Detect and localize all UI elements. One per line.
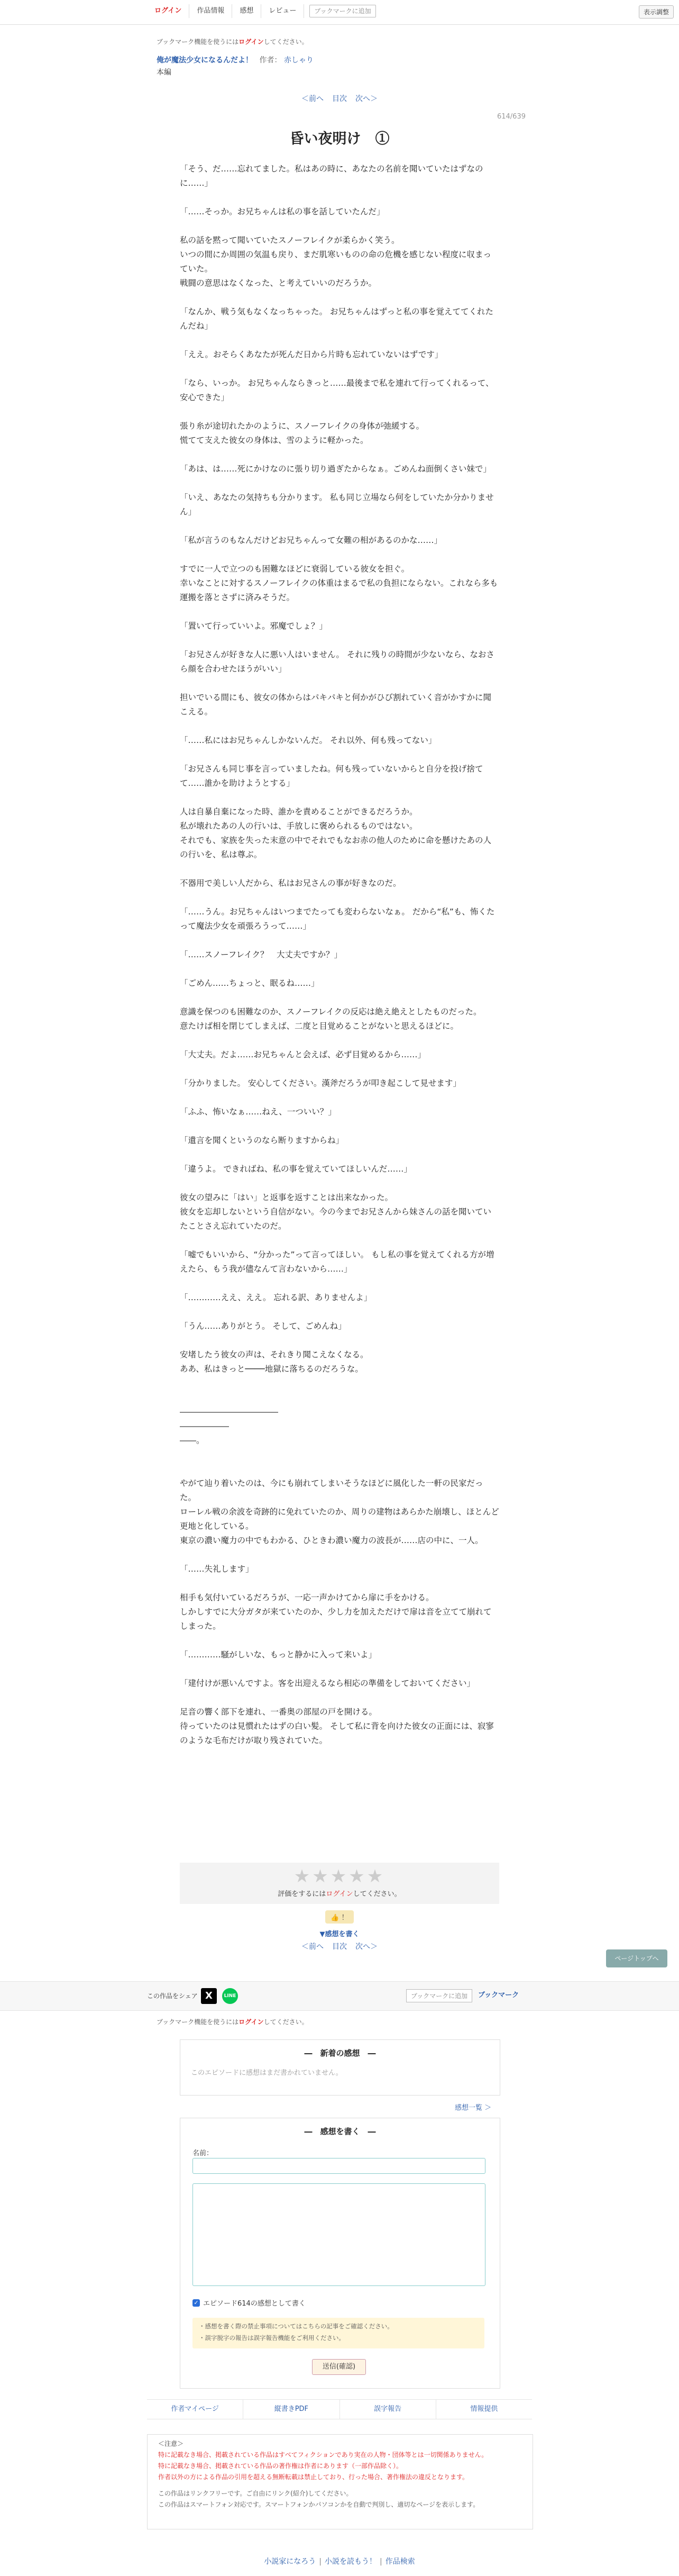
novel-line: 「……そっか。お兄ちゃんは私の事を話していたんだ」 [180, 207, 385, 216]
novel-line [180, 991, 499, 1005]
novel-line [180, 791, 499, 805]
novel-line: 「ごめん……ちょっと、眠るね……」 [180, 978, 319, 988]
novel-line: 不器用で美しい人だから、私はお兄さんの事が好きなのだ。 [180, 878, 401, 888]
guideline-notice [192, 2318, 484, 2348]
novel-line [180, 1033, 499, 1048]
yomou-link[interactable]: 小説を読もう！ [325, 2557, 377, 2566]
novel-line: 戦闘の意思はなくなった、と考えていいのだろうか。 [180, 278, 377, 288]
novel-line [180, 1576, 499, 1591]
novel-line [180, 1448, 499, 1462]
novel-line: 私が壊れたあの人の行いは、手放しに褒められるものではない。 [180, 821, 418, 831]
novel-line [180, 548, 499, 562]
like-area [0, 1910, 679, 1924]
bookmark-login-notice-2 [157, 2017, 308, 2026]
page-top-button[interactable]: ページトップへ [606, 1949, 667, 1967]
rating-login-link[interactable]: ログイン [326, 1890, 353, 1898]
novel-line: 足音の響く部下を連れ、一番奥の部屋の戸を開ける。 [180, 1707, 377, 1717]
typo-report-link[interactable]: 誤字報告 [340, 2400, 436, 2419]
novel-line [180, 333, 499, 348]
novel-line: 安堵したう彼女の声は、それきり聞こえなくなる。 [180, 1350, 369, 1359]
novel-line: いつの間にか周囲の気温も戻り、まだ肌寒いものの命の危機を感じない程度に収まっていた。 [180, 250, 492, 274]
impression-list-link[interactable]: 感想一覧 ＞ [455, 2104, 492, 2112]
novel-line: ローレル戦の余波を奇跡的に免れていたのか、周りの建物はあらかた崩壊し、ほとんど更地と化している。 [180, 1507, 499, 1531]
novel-line: すでに一人で立つのも困難なほどに衰弱している彼女を担ぐ。 [180, 564, 410, 574]
novel-line: 人は自暴自棄になった時、誰かを責めることができるだろうか。 [180, 807, 418, 817]
novel-line [180, 405, 499, 419]
novel-line [180, 519, 499, 533]
rating-note [180, 1888, 499, 1898]
pager-bottom [0, 1941, 679, 1952]
novel-line: 「ええ。おそらくあなたが死んだ日から片時も忘れていないはずです」 [180, 350, 443, 359]
name-label: 名前： [192, 2149, 214, 2157]
info-provide-link[interactable]: 情報提供 [470, 2405, 498, 2413]
bottom-links: 小説家になろう | 小説を読もう！ | 作品検索 [264, 2557, 415, 2566]
novel-line [180, 448, 499, 462]
novel-line: 「なら、いっか。 お兄ちゃんならきっと……最後まで私を連れて行ってくれるって、安心できた」 [180, 378, 494, 402]
episode-title: 昏い夜明け ① [289, 131, 390, 147]
caution-heading: ＜注意＞ [158, 2440, 184, 2447]
novel-line: 「大丈夫。だよ……お兄ちゃんと会えば、必ず目覚めるから……」 [180, 1050, 426, 1059]
novel-line: 担いでいる間にも、彼女の体からはパキパキと何かがひび割れていく音がかすかに聞こえる。 [180, 693, 492, 716]
novel-line [180, 962, 499, 976]
novel-line [180, 362, 499, 376]
notice2-login-link[interactable]: ログイン [238, 2018, 264, 2026]
novel-line [180, 291, 499, 305]
novel-line: 「ふふ、怖いなぁ……ねえ、一ついい？」 [180, 1107, 336, 1117]
novel-line [180, 676, 499, 691]
novel-line: 意識を保つのも困難なのか、スノーフレイクの反応は絶え絶えとしたものだった。 [180, 1007, 482, 1017]
novel-line [180, 219, 499, 233]
novel-line: 待っていたのは見慣れたはずの白い髪。 そして私に背を向けた彼女の正面には、寂寥のような毛布だけが取り残されていた。 [180, 1721, 494, 1745]
novel-line: ああ、私はきっと────地獄に落ちるのだろうな。 [180, 1364, 363, 1374]
novel-line: 意たけば相を閉じてしまえば、二度と目覚めることがないと思えるほどに。 [180, 1021, 459, 1031]
novel-line: 「置いて行っていいよ。邪魔でしょ？」 [180, 621, 328, 631]
novel-line [180, 1334, 499, 1348]
caution-box [147, 2434, 533, 2529]
guideline-line-1: ・感想を書く際の禁止事項についてはこちらの記事をご確認ください。 [199, 2323, 393, 2330]
write-impression-link[interactable]: ▼感想を書く [319, 1930, 360, 1938]
novel-line: 幸いなことに対するスノーフレイクの体重はまるで私の負担にならない。これなら多も運搬を落とさずに済みそうだ。 [180, 578, 498, 602]
novel-line [180, 862, 499, 876]
novel-line: 張り糸が途切れたかのように、スノーフレイクの身体が弛緩する。 [180, 421, 425, 431]
notice2-prefix: ブックマーク機能を使うには [157, 2018, 239, 2026]
caution-red-1: 特に記載なき場合、掲載されている作品はすべてフィクションであり実在の人物・団体等とは一切関係ありません。 [158, 2451, 488, 2459]
prev-link[interactable]: ＜前へ [301, 95, 324, 103]
latest-empty-note: このエピソードに感想はまだ書かれていません。 [191, 2069, 343, 2077]
notice-login-link[interactable]: ログイン [238, 38, 264, 46]
novel-line [180, 1376, 499, 1391]
share-label: この作品をシェア [147, 1992, 198, 2000]
notice-prefix: ブックマーク機能を使うには [157, 38, 239, 46]
novel-line: 彼女の望みに「はい」と返事を返すことは出来なかった。 [180, 1193, 393, 1202]
novel-line [180, 1091, 499, 1105]
pager-top [0, 93, 679, 104]
author-link[interactable]: 赤しゃり [283, 56, 314, 65]
novel-line: 「お兄さんも同じ事を言っていましたね。何も残っていないからと自分を投げ捨てて……誰かを助けようとする」 [180, 764, 483, 788]
prev-link-bottom[interactable]: ＜前へ [301, 1943, 324, 1951]
novel-line [180, 191, 499, 205]
nav-work-info[interactable]: 作品情報 [189, 4, 232, 18]
login-link[interactable]: ログイン [147, 4, 189, 18]
novel-line: 彼女を忘却しないという自信がない。今の今までお兄さんから妹さんの話を聞いていたことさえ忘れていたのだ。 [180, 1207, 492, 1231]
novel-line: 「あは、は……死にかけなのに張り切り過ぎたからなぁ。ごめんね面倒くさい妹で」 [180, 464, 492, 474]
novel-line [180, 1176, 499, 1191]
novel-line: 東京の濃い魔力の中でもわかる、ひときわ濃い魔力の波長が……店の中に、一人。 [180, 1536, 483, 1545]
submit-button[interactable]: 送信(確認) [312, 2359, 366, 2375]
novel-line [180, 1233, 499, 1248]
next-link-bottom[interactable]: 次へ＞ [355, 1943, 378, 1951]
nav-reviews[interactable]: レビュー [261, 4, 304, 18]
novel-line [180, 476, 499, 491]
search-link[interactable]: 作品検索 [385, 2557, 415, 2566]
novel-line: 「違うよ。 できればね、私の事を覚えていてほしいんだ……」 [180, 1164, 412, 1174]
impression-textarea[interactable] [192, 2183, 485, 2286]
novel-line: 「うん……ありがとう。 そして、ごめんね」 [180, 1321, 346, 1331]
novel-line: 「…………騒がしいな、もっと静かに入って来いよ」 [180, 1650, 377, 1659]
top-bar [0, 0, 679, 25]
novel-line: 慌てて支えた彼女の身体は、雪のように軽かった。 [180, 436, 369, 445]
novel-line: 私の話を黙って聞いていたスノーフレイクが柔らかく笑う。 [180, 235, 400, 245]
novel-line [180, 1305, 499, 1319]
line-share-icon[interactable]: LINE [222, 1988, 238, 2004]
novel-line: 「分かりました。 安心してください。漢斧だろうが叩き起こして見せます」 [180, 1078, 461, 1088]
novel-line: 「……うん。お兄ちゃんはいつまでたっても変わらないなぁ。 だから“私”も、怖くたって魔法少女を頑張ろうって……」 [180, 907, 495, 931]
vertical-pdf-link[interactable]: 縦書きPDF [243, 2400, 340, 2419]
name-input[interactable] [192, 2158, 485, 2174]
rating-stars[interactable]: ★★★★★ [293, 1866, 386, 1887]
narou-link[interactable]: 小説家になろう [264, 2557, 316, 2566]
next-link[interactable]: 次へ＞ [355, 95, 378, 103]
novel-line: 「そう、だ……忘れてました。私はあの時に、あなたの名前を聞いていたはずなのに……」 [180, 164, 483, 188]
novel-line: 「……スノーフレイク？ 大丈夫ですか？」 [180, 950, 343, 959]
novel-line [180, 1548, 499, 1562]
author-mypage-link[interactable]: 作者マイページ [147, 2400, 243, 2419]
novel-line [180, 605, 499, 619]
novel-line [180, 1119, 499, 1133]
novel-line: ―――――― [180, 1421, 229, 1431]
novel-line [180, 1276, 499, 1291]
novel-line [180, 748, 499, 762]
novel-line [180, 933, 499, 948]
rating-box [180, 1863, 499, 1904]
rating-note-post: してください。 [353, 1890, 401, 1898]
nav-impressions[interactable]: 感想 [232, 4, 261, 18]
novel-line: しかしすでに大分ガタが来ていたのか、少し力を加えただけで扉は音を立てて崩れてしまった。 [180, 1607, 492, 1631]
novel-line: やがて辿り着いたのは、今にも崩れてしまいそうなほどに風化した一軒の民家だった。 [180, 1479, 483, 1502]
series-title-link[interactable]: 俺が魔法少女になるんだよ！ [157, 56, 253, 65]
series-info [157, 55, 314, 65]
novel-line: 「……失礼します」 [180, 1564, 254, 1574]
novel-line: 「私が言うのもなんだけどお兄ちゃんって女難の相があるのかな……」 [180, 536, 443, 545]
notice-suffix: してください。 [263, 38, 308, 46]
novel-line: 「嘘でもいいから、“分かった”って言ってほしい。 もし私の事を覚えてくれる方が増えたら、もう我が儘なんて言わないから……」 [180, 1250, 494, 1274]
chapter-name: 本編 [157, 68, 171, 77]
like-button[interactable]: 👍 ！ [325, 1910, 353, 1924]
novel-line [180, 1462, 499, 1476]
author-label: 作者： [259, 56, 282, 65]
novel-line: 「遺言を聞くというのなら断りますからね」 [180, 1136, 344, 1145]
caution-gray-2: この作品はスマートフォン対応です。スマートフォンかパソコンかを自動で判別し、適切なページを表示します。 [158, 2501, 480, 2508]
novel-body [180, 162, 499, 1748]
caution-red-2: 特に記載なき場合、掲載されている作品の著作権は作者にあります（一部作品除く）。 [158, 2462, 403, 2470]
novel-line [180, 1691, 499, 1705]
toc-link[interactable]: 目次 [332, 95, 347, 103]
novel-line: 「……私にはお兄ちゃんしかないんだ。 それ以外、何も残ってない」 [180, 736, 437, 745]
novel-line [180, 1634, 499, 1648]
latest-heading: ― 新着の感想 ― [304, 2048, 376, 2058]
rating-note-pre: 評価をするには [278, 1890, 326, 1898]
novel-line: ――。 [180, 1436, 205, 1445]
guideline-line-2: ・誤字脱字の報告は誤字報告機能をご利用ください。 [199, 2334, 345, 2342]
novel-line: それでも、家族を失った末意の中でそれでもなお赤の他人のために命を懸けたあの人の行いを、私は尊ぶ。 [180, 836, 492, 859]
notice2-suffix: してください。 [263, 2018, 308, 2026]
novel-line [180, 891, 499, 905]
checkbox-checked-icon[interactable]: ✓ [192, 2299, 200, 2307]
display-settings-button[interactable]: 表示調整 [639, 5, 674, 19]
novel-line: 相手も気付いているだろうが、一応一声かけてから扉に手をかける。 [180, 1593, 434, 1602]
top-nav [147, 4, 376, 18]
novel-line: 「なんか、戦う気もなくなっちゃった。 お兄ちゃんはずっと私の事を覚えててくれたんだね」 [180, 307, 493, 331]
footer-link-bar [147, 2399, 532, 2419]
x-share-icon[interactable]: X [201, 1988, 217, 2004]
novel-line: 「いえ、あなたの気持ちも分かります。 私も同じ立場なら何をしていたか分かりません」 [180, 493, 494, 516]
novel-line: 「お兄さんが好きな人に悪い人はいません。 それに残りの時間が少ないなら、なおさら顔を合わせたほうがいい」 [180, 650, 494, 674]
latest-impressions-box [180, 2039, 500, 2096]
share-bar [0, 1981, 679, 2011]
episode-progress: 614/639 [497, 113, 526, 121]
bookmark-login-notice [157, 37, 308, 46]
bookmark-add-button[interactable]: ブックマークに追加 [309, 5, 375, 17]
caution-red-3: 作者以外の方による作品の引用を超える無断転載は禁止しており、行った場合、著作権法の違反となります。 [158, 2473, 469, 2481]
write-heading: ― 感想を書く ― [304, 2127, 376, 2136]
novel-line [180, 633, 499, 648]
caution-gray-1: この作品はリンクフリーです。ご自由にリンク(紹介)してください。 [158, 2490, 353, 2497]
novel-line [180, 1662, 499, 1676]
novel-line [180, 1062, 499, 1076]
episode-checkbox-row[interactable] [192, 2298, 306, 2308]
novel-line [180, 1391, 499, 1405]
novel-line [180, 1148, 499, 1162]
novel-line: ―――――――――――― [180, 1407, 278, 1417]
bookmark-add-button-2[interactable]: ブックマークに追加 [406, 1989, 472, 2002]
bookmark-link[interactable]: ブックマーク [478, 1991, 519, 1999]
novel-line [180, 719, 499, 733]
novel-line: 「建付けが悪いんですよ。客を出迎えるなら相応の準備をしておいてください」 [180, 1679, 475, 1688]
episode-checkbox-label: エピソード614の感想として書く [203, 2300, 306, 2308]
novel-line: 「…………ええ、ええ。 忘れる訳、ありませんよ」 [180, 1293, 372, 1302]
toc-link-bottom[interactable]: 目次 [332, 1943, 347, 1951]
